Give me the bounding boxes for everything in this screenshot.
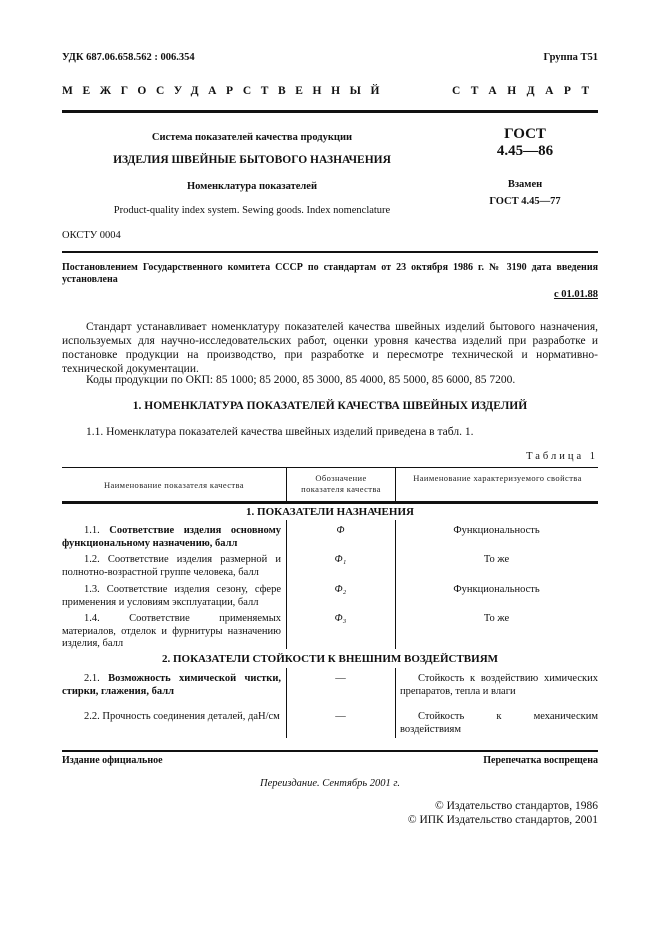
group-title: 2. ПОКАЗАТЕЛИ СТОЙКОСТИ К ВНЕШНИМ ВОЗДЕЙСТВИЯМ <box>161 653 499 665</box>
col-divider <box>395 668 396 738</box>
property: То же <box>483 554 510 565</box>
english-title: Product-quality index system. Sewing goods. Index nomenclature <box>113 205 391 216</box>
table-caption: Таблица 1 <box>526 451 598 462</box>
document-subtitle: Номенклатура показателей <box>186 181 318 192</box>
property: Стойкость к механическим воздействиям <box>400 711 598 735</box>
property: Функциональность <box>453 584 540 595</box>
row-number: 1.4. <box>84 613 100 624</box>
row-number: 1.1. <box>84 525 100 536</box>
symbol: Φ <box>336 525 345 536</box>
symbol: Φ₁ <box>334 554 347 565</box>
system-title: Система показателей качества продукции <box>151 132 353 143</box>
row-number: 1.2. <box>84 554 100 565</box>
symbol: Φ₃ <box>334 613 347 624</box>
header-indicator-name: Наименование показателя качества <box>104 480 244 490</box>
group-code: Группа Т51 <box>543 52 598 63</box>
indicator-name <box>62 554 281 579</box>
row-number: 2.2. <box>84 711 100 722</box>
replaced-standard: ГОСТ 4.45—77 <box>489 196 561 207</box>
header-property: Наименование характеризуемого свойства <box>413 473 582 483</box>
okstu-code: ОКСТУ 0004 <box>62 230 121 241</box>
row-name: Соответствие изделия основному функциональному назначению, балл <box>62 525 281 549</box>
col-divider <box>286 467 287 503</box>
indicator-name <box>62 525 281 550</box>
indicator-name <box>62 673 281 698</box>
official-edition: Издание официальное <box>62 755 163 766</box>
indicator-name <box>62 613 281 651</box>
header-rule <box>62 501 598 504</box>
property: То же <box>483 613 510 624</box>
property: Стойкость к воздействию химических препаратов, тепла и влаги <box>400 673 598 697</box>
table-top-rule <box>62 467 598 468</box>
row-name: Соответствие применяемых материалов, отделок и фурнитуры назначению изделия, балл <box>62 613 281 649</box>
row-name: Соответствие изделия размерной и полнотно-возрастной группе человека, балл <box>62 554 281 578</box>
gost-number: 4.45—86 <box>496 143 554 159</box>
intro-paragraph: Стандарт устанавливает номенклатуру показателей качества швейных изделий бытового назначения, используемых для научно-исследовательских работ, оценки уровня качества изделий при разработке и постановке продукции на производство, при разработке и пересмотре технической и нормативно-технической документации. <box>62 321 598 375</box>
decree-text: Постановлением Государственного комитета СССР по стандартам от 23 октября 1986 г. № 3190 дата введения установлена <box>62 262 598 285</box>
thick-rule <box>62 110 598 113</box>
property: Функциональность <box>453 525 540 536</box>
gost-label: ГОСТ <box>504 126 546 142</box>
product-codes: Коды продукции по ОКП: 85 1000; 85 2000, 85 3000, 85 4000, 85 5000, 85 6000, 85 7200. <box>86 374 516 386</box>
effective-date: с 01.01.88 <box>553 289 598 300</box>
document-title: ИЗДЕЛИЯ ШВЕЙНЫЕ БЫТОВОГО НАЗНАЧЕНИЯ <box>113 154 391 166</box>
symbol: Φ₂ <box>334 584 347 595</box>
copyright-1986: © Издательство стандартов, 1986 <box>434 800 598 812</box>
reprint-prohibited: Перепечатка воспрещена <box>483 755 598 766</box>
banner-standard: СТАНДАРТ <box>452 85 600 97</box>
indicator-name <box>62 584 281 609</box>
section-heading: 1. НОМЕНКЛАТУРА ПОКАЗАТЕЛЕЙ КАЧЕСТВА ШВЕЙНЫХ ИЗДЕЛИЙ <box>132 400 528 412</box>
row-name: Соответствие изделия сезону, сфере применения и условиям эксплуатации, балл <box>62 584 281 608</box>
indicator-name <box>62 711 281 724</box>
clause-1-1: 1.1. Номенклатура показателей качества швейных изделий приведена в табл. 1. <box>86 426 474 438</box>
replaces-label: Взамен <box>507 179 543 190</box>
col-divider <box>395 467 396 503</box>
rule <box>62 251 598 253</box>
reissue-note: Переиздание. Сентябрь 2001 г. <box>260 778 400 789</box>
row-number: 1.3. <box>84 584 100 595</box>
footer-rule <box>62 750 598 752</box>
group-title: 1. ПОКАЗАТЕЛИ НАЗНАЧЕНИЯ <box>246 506 414 518</box>
row-name: Прочность соединения деталей, даН/см <box>102 711 280 722</box>
row-number: 2.1. <box>84 673 100 684</box>
banner-interstate: МЕЖГОСУДАРСТВЕННЫЙ <box>62 85 390 97</box>
symbol: — <box>335 673 346 684</box>
symbol: — <box>335 711 346 722</box>
copyright-2001: © ИПК Издательство стандартов, 2001 <box>407 814 598 826</box>
header-symbol: Обозначение показателя качества <box>301 473 381 494</box>
row-name: Возможность химической чистки, стирки, глажения, балл <box>62 673 281 697</box>
udk-code: УДК 687.06.658.562 : 006.354 <box>62 52 195 63</box>
